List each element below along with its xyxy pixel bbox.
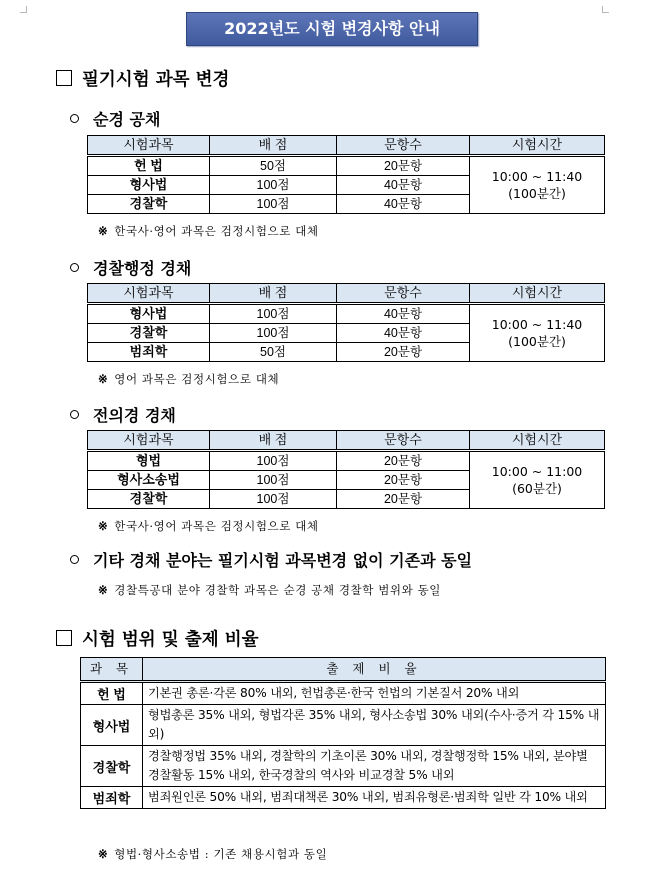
questions-cell: 20문항 (337, 471, 470, 490)
track-2-title: 경찰행정 경채 (93, 259, 192, 278)
questions-cell: 20문항 (337, 343, 470, 362)
header-ratio: 출 제 비 율 (143, 658, 606, 682)
table-row (81, 746, 606, 787)
score-cell: 100점 (210, 304, 337, 324)
header-questions: 문항수 (337, 284, 470, 304)
subject-cell: 범죄학 (81, 787, 143, 809)
note-mark: ※ (98, 224, 109, 238)
note-mark: ※ (98, 583, 109, 597)
subject-cell: 경찰학 (81, 746, 143, 787)
page-title-banner: 2022년도 시험 변경사항 안내 (186, 12, 478, 46)
other-tracks-heading (70, 548, 472, 571)
header-score: 배 점 (210, 284, 337, 304)
table-row (88, 451, 605, 471)
time-duration: (60분간) (512, 481, 562, 496)
circle-bullet-icon (70, 263, 79, 272)
section-1-title: 필기시험 과목 변경 (82, 70, 230, 90)
questions-cell: 20문항 (337, 156, 470, 176)
header-questions: 문항수 (337, 431, 470, 451)
time-range: 10:00 ~ 11:00 (491, 464, 583, 479)
note-mark: ※ (98, 372, 109, 386)
track-3-note-text: 한국사·영어 과목은 검정시험으로 대체 (114, 519, 319, 533)
track-2-heading (70, 256, 191, 279)
score-cell: 100점 (210, 490, 337, 509)
track-1-table (87, 135, 605, 214)
table-header-row (81, 658, 606, 682)
header-subject: 과 목 (81, 658, 143, 682)
header-subject: 시험과목 (88, 136, 210, 156)
score-cell: 50점 (210, 343, 337, 362)
score-cell: 50점 (210, 156, 337, 176)
header-time: 시험시간 (470, 284, 605, 304)
questions-cell: 40문항 (337, 304, 470, 324)
subject-cell: 경찰학 (88, 490, 210, 509)
track-3-title: 전의경 경채 (93, 406, 176, 425)
track-1-title: 순경 공채 (93, 110, 161, 129)
page-corner-mark-left (20, 6, 27, 13)
section-2-note-text: 형법·형사소송법 : 기존 채용시험과 동일 (114, 847, 328, 861)
scope-table (80, 657, 606, 809)
subject-cell: 범죄학 (88, 343, 210, 362)
header-subject: 시험과목 (88, 284, 210, 304)
time-duration: (100분간) (508, 334, 566, 349)
track-3-heading (70, 403, 176, 426)
table-row (88, 304, 605, 324)
table-row (81, 787, 606, 809)
header-subject: 시험과목 (88, 431, 210, 451)
score-cell: 100점 (210, 451, 337, 471)
header-score: 배 점 (210, 431, 337, 451)
questions-cell: 20문항 (337, 490, 470, 509)
questions-cell: 40문항 (337, 324, 470, 343)
track-2-table (87, 283, 605, 362)
subject-cell: 형사소송법 (88, 471, 210, 490)
track-2-note (98, 371, 279, 387)
subject-cell: 경찰학 (88, 324, 210, 343)
table-row (88, 156, 605, 176)
circle-bullet-icon (70, 410, 79, 419)
time-range: 10:00 ~ 11:40 (491, 169, 583, 184)
questions-cell: 40문항 (337, 176, 470, 195)
score-cell: 100점 (210, 471, 337, 490)
table-row (81, 682, 606, 705)
track-3-note (98, 518, 319, 534)
subject-cell: 헌 법 (88, 156, 210, 176)
table-header-row (88, 136, 605, 156)
circle-bullet-icon (70, 114, 79, 123)
track-1-note-text: 한국사·영어 과목은 검정시험으로 대체 (114, 224, 319, 238)
page-corner-mark-right (602, 6, 609, 13)
track-1-note (98, 223, 319, 239)
questions-cell: 40문항 (337, 195, 470, 214)
score-cell: 100점 (210, 324, 337, 343)
ratio-cell: 형법총론 35% 내외, 형법각론 35% 내외, 형사소송법 30% 내외(수사·증거 각 15% 내외) (143, 705, 606, 746)
table-header-row (88, 431, 605, 451)
time-cell (470, 156, 605, 214)
other-tracks-note-text: 경찰특공대 분야 경찰학 과목은 순경 공채 경찰학 범위와 동일 (114, 583, 442, 597)
table-row (81, 705, 606, 746)
track-3-table (87, 430, 605, 509)
time-range: 10:00 ~ 11:40 (491, 317, 583, 332)
time-duration: (100분간) (508, 186, 566, 201)
section-1-heading (56, 66, 229, 91)
subject-cell: 헌 법 (81, 682, 143, 705)
note-mark: ※ (98, 847, 109, 861)
header-time: 시험시간 (470, 136, 605, 156)
circle-bullet-icon (70, 555, 79, 564)
subject-cell: 경찰학 (88, 195, 210, 214)
other-tracks-title: 기타 경채 분야는 필기시험 과목변경 없이 기존과 동일 (93, 551, 473, 570)
section-2-note (98, 846, 327, 862)
score-cell: 100점 (210, 195, 337, 214)
ratio-cell: 범죄원인론 50% 내외, 범죄대책론 30% 내외, 범죄유형론·범죄학 일반 각 10% 내외 (143, 787, 606, 809)
ratio-cell: 경찰행정법 35% 내외, 경찰학의 기초이론 30% 내외, 경찰행정학 15% 내외, 분야별 경찰활동 15% 내외, 한국경찰의 역사와 비교경찰 5% 내외 (143, 746, 606, 787)
header-questions: 문항수 (337, 136, 470, 156)
subject-cell: 형사법 (88, 304, 210, 324)
section-2-heading (56, 626, 259, 651)
score-cell: 100점 (210, 176, 337, 195)
table-header-row (88, 284, 605, 304)
header-score: 배 점 (210, 136, 337, 156)
subject-cell: 형법 (88, 451, 210, 471)
time-cell (470, 451, 605, 509)
subject-cell: 형사법 (81, 705, 143, 746)
section-2-title: 시험 범위 및 출제 비율 (82, 630, 259, 650)
track-1-heading (70, 107, 160, 130)
square-bullet-icon (56, 70, 72, 86)
subject-cell: 형사법 (88, 176, 210, 195)
square-bullet-icon (56, 630, 72, 646)
other-tracks-note (98, 582, 441, 598)
time-cell (470, 304, 605, 362)
questions-cell: 20문항 (337, 451, 470, 471)
ratio-cell: 기본권 총론·각론 80% 내외, 헌법총론·한국 헌법의 기본질서 20% 내외 (143, 682, 606, 705)
note-mark: ※ (98, 519, 109, 533)
header-time: 시험시간 (470, 431, 605, 451)
track-2-note-text: 영어 과목은 검정시험으로 대체 (114, 372, 280, 386)
